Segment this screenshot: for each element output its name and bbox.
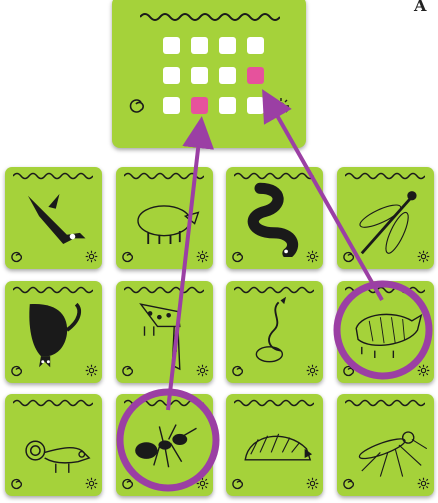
rhinoceros-illustration	[119, 179, 209, 257]
grid-cell-1-4	[247, 37, 264, 54]
animal-tile-cat[interactable]	[5, 281, 102, 383]
sun-icon	[306, 250, 319, 263]
spiral-icon	[10, 365, 22, 377]
sun-icon	[306, 477, 319, 490]
grid-cell-1-1	[163, 37, 180, 54]
spiral-icon	[342, 251, 354, 263]
spiral-icon	[342, 365, 354, 377]
grid-cell-3-1	[163, 97, 180, 114]
animal-tile-chameleon[interactable]	[5, 394, 102, 496]
grid-cell-3-3	[219, 97, 236, 114]
spiral-icon	[231, 478, 243, 490]
spiral-icon	[121, 365, 133, 377]
sun-icon	[417, 250, 430, 263]
cat-illustration	[8, 293, 98, 371]
animal-tile-mosquito[interactable]	[337, 394, 434, 496]
sun-icon	[85, 477, 98, 490]
spiral-icon	[10, 478, 22, 490]
flamingo-illustration	[229, 293, 319, 371]
spiral-icon	[10, 251, 22, 263]
sun-icon	[272, 97, 290, 115]
animal-tile-ant[interactable]	[116, 394, 213, 496]
sun-icon	[196, 477, 209, 490]
hedgehog-illustration	[229, 406, 319, 484]
animal-tile-armadillo[interactable]	[337, 281, 434, 383]
sun-icon	[85, 364, 98, 377]
animal-tile-flamingo[interactable]	[226, 281, 323, 383]
key-card	[112, 0, 306, 148]
grid-cell-1-2	[191, 37, 208, 54]
giraffe-illustration	[119, 293, 209, 371]
grid-cell-2-3	[219, 67, 236, 84]
animal-tile-rhinoceros[interactable]	[116, 167, 213, 269]
sun-icon	[417, 364, 430, 377]
animal-tile-dragonfly[interactable]	[337, 167, 434, 269]
spiral-icon	[231, 251, 243, 263]
corner-label: A	[414, 0, 427, 15]
chameleon-illustration	[8, 406, 98, 484]
grid-cell-2-2	[191, 67, 208, 84]
spiral-icon	[231, 365, 243, 377]
dragonfly-illustration	[340, 179, 430, 257]
sun-icon	[417, 477, 430, 490]
animal-tile-hedgehog[interactable]	[226, 394, 323, 496]
armadillo-illustration	[340, 293, 430, 371]
spiral-icon	[128, 98, 144, 114]
sun-icon	[85, 250, 98, 263]
ant-illustration	[119, 406, 209, 484]
grid-cell-2-1	[163, 67, 180, 84]
animal-tile-snake[interactable]	[226, 167, 323, 269]
mosquito-illustration	[340, 406, 430, 484]
sun-icon	[196, 364, 209, 377]
bird-illustration	[8, 179, 98, 257]
snake-illustration	[229, 179, 319, 257]
spiral-icon	[342, 478, 354, 490]
sun-icon	[196, 250, 209, 263]
animal-tile-bird[interactable]	[5, 167, 102, 269]
sun-icon	[306, 364, 319, 377]
key-card-wave	[140, 11, 280, 23]
grid-cell-2-4-highlighted	[247, 67, 264, 84]
animal-tile-giraffe[interactable]	[116, 281, 213, 383]
grid-cell-1-3	[219, 37, 236, 54]
spiral-icon	[121, 478, 133, 490]
spiral-icon	[121, 251, 133, 263]
grid-cell-3-2-highlighted	[191, 97, 208, 114]
grid-cell-3-4	[247, 97, 264, 114]
